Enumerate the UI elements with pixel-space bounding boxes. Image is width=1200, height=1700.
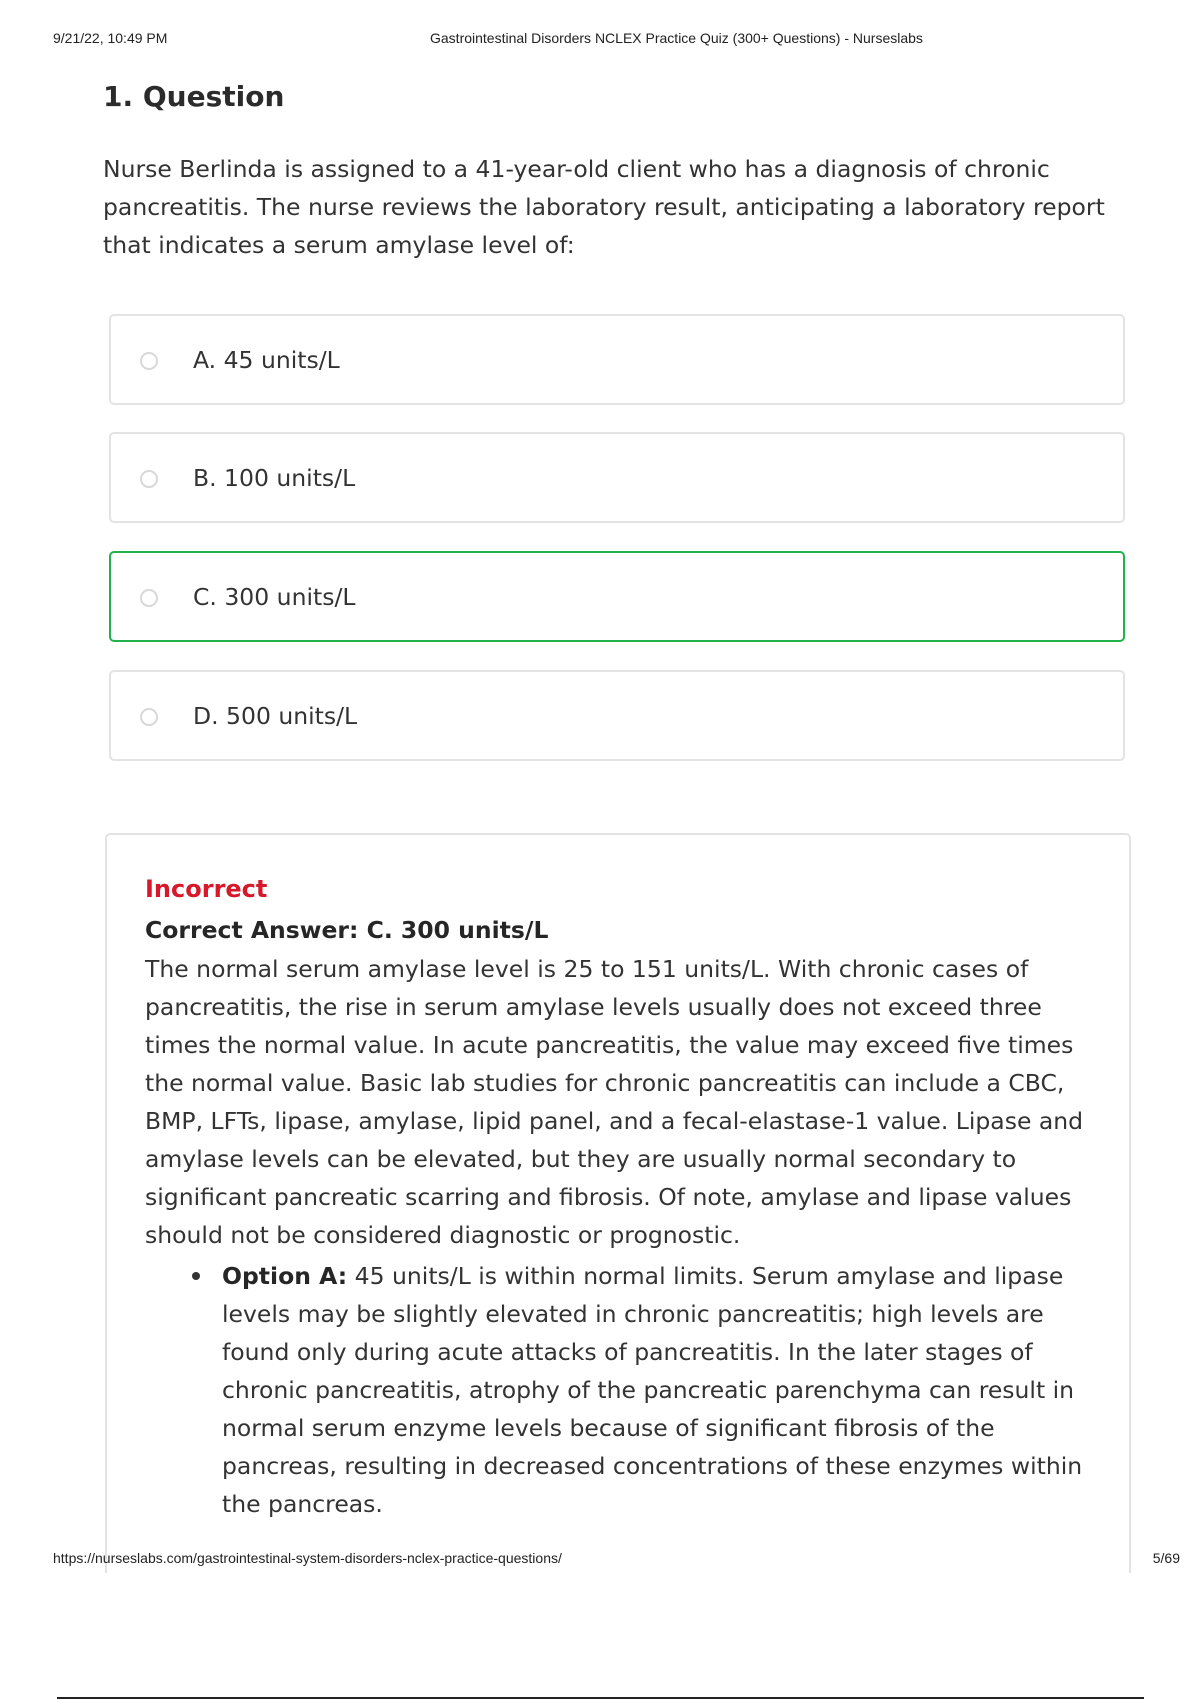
question-heading: 1. Question [103, 80, 285, 113]
option-c-correct[interactable] [109, 551, 1125, 642]
radio-button[interactable] [140, 470, 158, 488]
print-footer [0, 1550, 1200, 1570]
option-b[interactable] [109, 432, 1125, 523]
question-text: Nurse Berlinda is assigned to a 41-year-old client who has a diagnosis of chronic pancreatitis. The nurse reviews the laboratory result, anticipating a laboratory report that indicates a serum amylase level of: [103, 155, 1105, 259]
bullet-icon [192, 1272, 200, 1280]
option-label: A. 45 units/L [193, 346, 340, 374]
result-status: Incorrect [145, 875, 268, 903]
page-divider [57, 1697, 1144, 1699]
option-d[interactable] [109, 670, 1125, 761]
explanation-text: The normal serum amylase level is 25 to 151 units/L. With chronic cases of pancreatitis, the rise in serum amylase levels usually does not exceed three times the normal value. In acute pancreatitis, the value may exceed five times the normal value. Basic lab studies for chronic pancreatitis can include a CBC, BMP, LFTs, lipase, amylase, lipid panel, and a fecal-elastase-1 value. Lipase and amylase levels can be elevated, but they are usually normal secondary to significant pancreatic scarring and fibrosis. Of note, amylase and lipase values should not be considered diagnostic or prognostic. [145, 955, 1084, 1249]
option-label: B. 100 units/L [193, 464, 356, 492]
print-url: https://nurseslabs.com/gastrointestinal-system-disorders-nclex-practice-questions/ [53, 1550, 562, 1566]
option-label: D. 500 units/L [193, 702, 358, 730]
print-page-title: Gastrointestinal Disorders NCLEX Practice Quiz (300+ Questions) - Nurseslabs [430, 30, 923, 46]
option-label: C. 300 units/L [193, 583, 356, 611]
option-a[interactable] [109, 314, 1125, 405]
option-rationale-item [222, 1257, 1102, 1523]
radio-button[interactable] [140, 589, 158, 607]
option-rationale-text: 45 units/L is within normal limits. Serum amylase and lipase levels may be slightly elevated in chronic pancreatitis; high levels are found only during acute attacks of pancreatitis. In the later stages of chronic pancreatitis, atrophy of the pancreatic parenchyma can result in normal serum enzyme levels because of significant fibrosis of the pancreas, resulting in decreased concentrations of these enzymes within the pancreas. [222, 1262, 1083, 1518]
option-rationale-label: Option A: [222, 1262, 348, 1290]
answer-feedback-panel [105, 833, 1131, 1573]
radio-button[interactable] [140, 708, 158, 726]
print-page-number: 5/69 [1152, 1550, 1180, 1566]
radio-button[interactable] [140, 352, 158, 370]
correct-answer: Correct Answer: C. 300 units/L [145, 916, 549, 944]
print-date: 9/21/22, 10:49 PM [53, 30, 168, 46]
print-header [0, 30, 1200, 50]
